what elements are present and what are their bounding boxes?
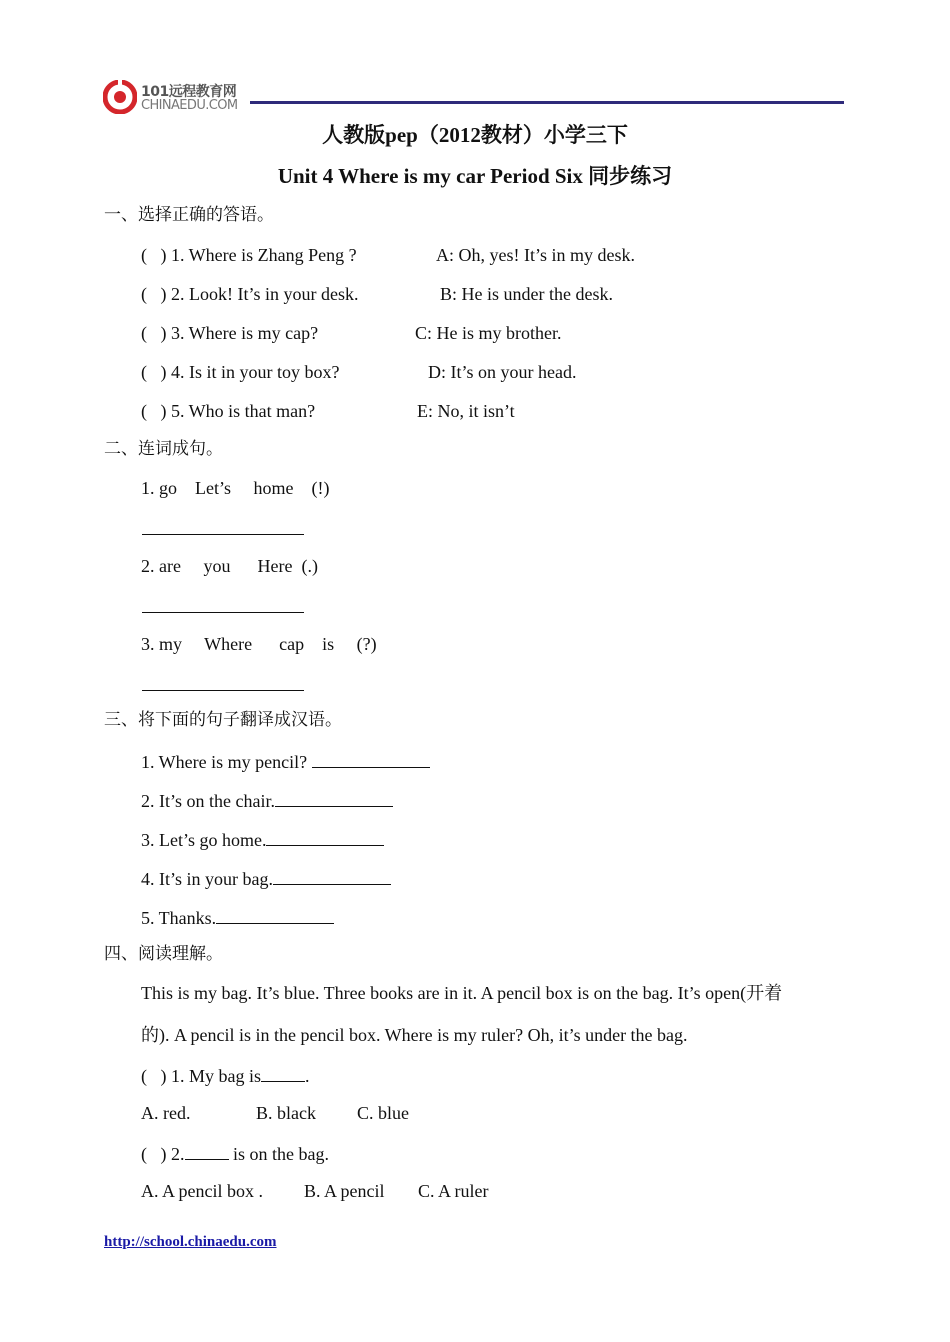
s3-answer-blank-3[interactable]	[266, 829, 384, 846]
s3-item-5-text: 5. Thanks.	[141, 908, 217, 928]
s2-item-2: 2. are you Here (.)	[141, 556, 318, 576]
s1-question-2: ( ) 2. Look! It’s in your desk.	[141, 284, 359, 304]
s3-item-3	[141, 829, 384, 849]
section4-heading: 四、阅读理解。	[104, 944, 223, 964]
header-rule	[250, 101, 844, 104]
logo-brand-top: 101远程教育网	[141, 84, 237, 100]
section3-heading: 三、将下面的句子翻译成汉语。	[104, 710, 342, 730]
s1-answer-c: C: He is my brother.	[415, 323, 562, 343]
s1-question-5: ( ) 5. Who is that man?	[141, 401, 316, 421]
section2-heading: 二、连词成句。	[104, 439, 223, 459]
s4-question-2-suffix: is on the bag.	[228, 1144, 329, 1164]
logo-brand-bottom: CHINAEDU.COM	[141, 98, 238, 113]
s1-question-3: ( ) 3. Where is my cap?	[141, 323, 319, 343]
s4-answer-blank-2[interactable]	[185, 1143, 229, 1160]
s4-question-2	[141, 1143, 329, 1163]
s4-q2-option-a: A. A pencil box .	[141, 1181, 263, 1201]
s2-item-3: 3. my Where cap is (?)	[141, 634, 377, 654]
s3-answer-blank-2[interactable]	[275, 790, 393, 807]
s2-answer-line-1[interactable]	[142, 534, 304, 535]
s1-answer-e: E: No, it isn’t	[417, 401, 515, 421]
s4-q1-option-b: B. black	[256, 1103, 316, 1123]
s4-question-1-suffix: .	[305, 1066, 310, 1086]
logo-mark-icon	[103, 80, 137, 114]
s4-q2-option-c: C. A ruler	[418, 1181, 489, 1201]
section1-heading: 一、选择正确的答语。	[104, 205, 274, 225]
s3-item-5	[141, 907, 334, 927]
s2-answer-line-2[interactable]	[142, 612, 304, 613]
s3-item-2	[141, 790, 393, 810]
s3-item-2-text: 2. It’s on the chair.	[141, 791, 275, 811]
s1-answer-a: A: Oh, yes! It’s in my desk.	[436, 245, 635, 265]
s3-item-4-text: 4. It’s in your bag.	[141, 869, 273, 889]
s3-answer-blank-1[interactable]	[312, 751, 430, 768]
s4-answer-blank-1[interactable]	[261, 1065, 305, 1082]
s2-answer-line-3[interactable]	[142, 690, 304, 691]
s4-passage-line-2: 的). A pencil is in the pencil box. Where is my ruler? Oh, it’s under the bag.	[141, 1025, 688, 1045]
s4-q1-option-c: C. blue	[357, 1103, 409, 1123]
s3-answer-blank-5[interactable]	[216, 907, 334, 924]
page-subtitle: Unit 4 Where is my car Period Six 同步练习	[277, 164, 673, 188]
s3-item-1	[141, 751, 430, 771]
s3-item-4	[141, 868, 391, 888]
chinaedu-logo	[103, 80, 248, 116]
s1-answer-d: D: It’s on your head.	[428, 362, 577, 382]
s1-question-4: ( ) 4. Is it in your toy box?	[141, 362, 340, 382]
s3-answer-blank-4[interactable]	[273, 868, 391, 885]
s3-item-1-text: 1. Where is my pencil?	[141, 752, 312, 772]
page-title: 人教版pep（2012教材）小学三下	[322, 123, 628, 147]
s4-question-2-prefix: ( ) 2.	[141, 1144, 185, 1164]
s4-q2-option-b: B. A pencil	[304, 1181, 385, 1201]
s4-question-1-prefix: ( ) 1. My bag is	[141, 1066, 261, 1086]
footer-link[interactable]: http://school.chinaedu.com	[104, 1234, 277, 1250]
s4-passage-line-1: This is my bag. It’s blue. Three books are in it. A pencil box is on the bag. It’s open(开着	[141, 983, 783, 1003]
s1-answer-b: B: He is under the desk.	[440, 284, 613, 304]
s4-q1-option-a: A. red.	[141, 1103, 191, 1123]
s1-question-1: ( ) 1. Where is Zhang Peng ?	[141, 245, 357, 265]
s3-item-3-text: 3. Let’s go home.	[141, 830, 267, 850]
s2-item-1: 1. go Let’s home (!)	[141, 478, 330, 498]
s4-question-1	[141, 1065, 310, 1085]
